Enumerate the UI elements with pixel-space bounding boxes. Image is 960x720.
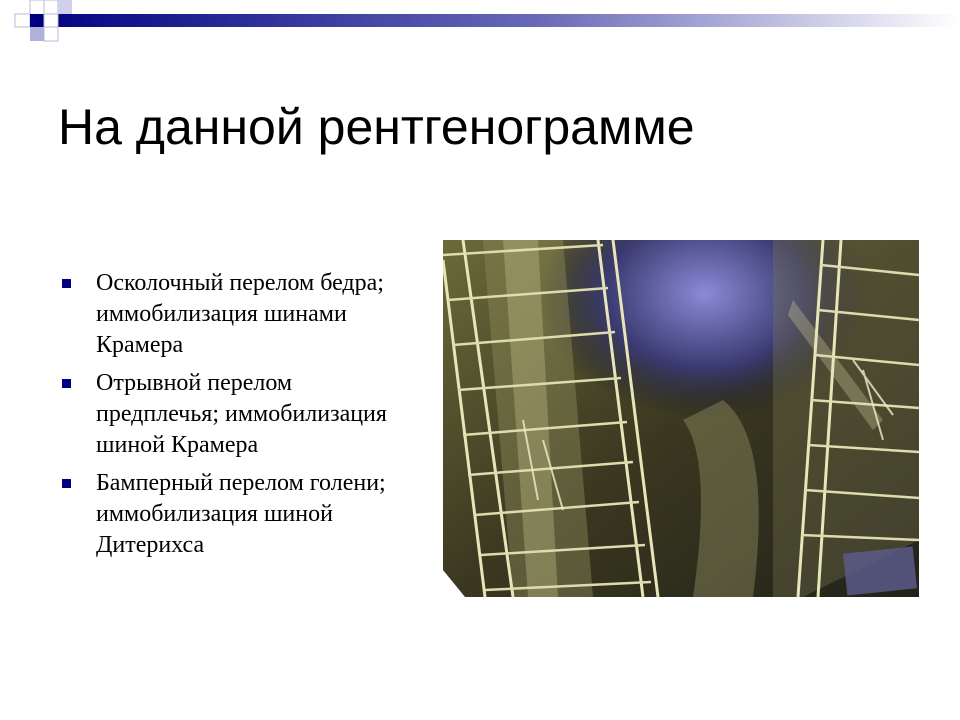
- deco-square: [15, 14, 30, 27]
- bullet-text: Бамперный перелом голени; иммобилизация шиной Дитерихса: [96, 470, 386, 558]
- bullet-item: [60, 268, 390, 361]
- bullet-text: Осколочный перелом бедра; иммобилизация шинами Крамера: [96, 270, 384, 358]
- slide-title: На данной рентгенограмме: [58, 99, 695, 155]
- bullet-text: Отрывной перелом предплечья; иммобилизация шиной Крамера: [96, 370, 387, 458]
- deco-square: [30, 27, 44, 41]
- square-bullet-icon: [62, 279, 71, 288]
- gradient-bar: [30, 14, 960, 27]
- header-decoration: [0, 0, 960, 50]
- deco-square: [58, 0, 72, 14]
- bullet-item: [60, 368, 390, 461]
- bullet-list: [60, 268, 390, 568]
- deco-square: [44, 14, 58, 27]
- square-bullet-icon: [62, 479, 71, 488]
- deco-square: [30, 14, 44, 27]
- square-bullet-icon: [62, 379, 71, 388]
- bullet-item: [60, 468, 390, 561]
- deco-square: [44, 27, 58, 41]
- deco-square: [44, 0, 58, 14]
- deco-square: [30, 0, 45, 15]
- xray-image: [443, 240, 919, 597]
